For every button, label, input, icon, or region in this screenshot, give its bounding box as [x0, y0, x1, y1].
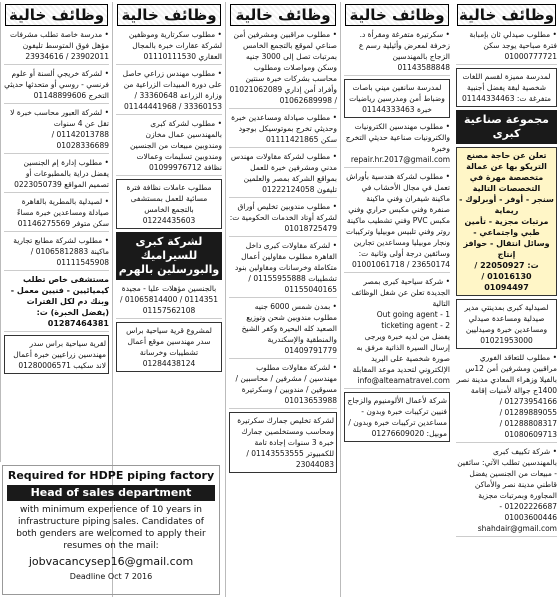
classified-ad: • مطلوب لشركة كبرى بالمهندسين عمال مخازن ومندوبين مبيعات من الجنسين ومندوبين تسليمات وعمالات نظافة 01099976712 — [116, 118, 222, 176]
classified-ad: • لشركة العبور محاسب خبرة لا تقل عن 4 سنوات 01142013788 / 01028336689 — [4, 107, 109, 154]
classified-ad: • مطلوب مراقبين ومشرفين أمن صناعي لموقع بالتجمع الخامس بمرتبات تصل إلى 3000 جنيه وسكن ومواصلات ومطلوب محاسب بشركات خبرة سنتين وأفراد أمن إداري 01021062089 / 01062689998 — [229, 29, 337, 109]
english-job-ad — [2, 465, 220, 595]
classified-ad: لمدرسة سانفين ميني باصات وضباط أمن ومدرسين رياضيات خبرة 01144333463 — [344, 79, 450, 118]
classified-ad: لمشروع قرية سياحية براس سدر مهندسين موقع أعمال تشطيبات وخرسانة 01284438124 — [116, 322, 222, 372]
english-ad-title: Required for HDPE piping factory — [7, 469, 215, 482]
classified-ad: مطلوب عاملات نظافة فترة مسائية للعمل بمستشفى بالتجمع الخامس 01224435603 — [116, 179, 222, 229]
classified-ad: • مطلوب مهندسين الكترونيات والكترونيات صناعية حديثي التخرج وخبرة repair.hr.2017@gmail.com — [344, 121, 450, 168]
classified-ad: لشركة كبرى للسيراميك والبورسلين بالهرم — [116, 232, 222, 280]
classified-column-5 — [453, 2, 560, 597]
column-header: وظائف خالية — [458, 6, 555, 24]
column-header: وظائف خالية — [345, 4, 449, 26]
classified-ad: مستشفى خاص تطلب كيميائيين - فنيين معمل - وبنك دم لكل الفترات (يفضل الخبرة) ت: 01287464381 — [4, 274, 109, 332]
english-ad-email[interactable]: jobvacancysep16@gmail.com — [28, 555, 194, 568]
classified-ad: • مدرسة خاصة تطلب مشرفات مؤهل فوق المتوسط تليفون 23902011 / 23934616 — [4, 29, 109, 65]
classified-ad: • لصيدلية بالمطرية بالقاهرة صيادلة ومساعدين خبرة مساءً سكن متوفر 01146275569 — [4, 196, 109, 232]
classified-ad: مجموعة صناعية كبرى — [456, 110, 557, 144]
classified-ad: لشركة تخليص جمارك سكرتيرة ومحاسب ومستخلصين جمارك خبرة 3 سنوات إجادة تامة للكمبيوتر 01143553555 / 23044083 — [229, 412, 337, 473]
classified-ad: • سكرتيرة متفرغة ومقرأة د. زخرفة لمعرض وأثيلية رسم ع الزجاج بالمهندسين 01143588848 — [344, 29, 450, 76]
classified-ad: • مطلوب صيادلة ومساعدين خبرة وحديثي تخرج بموتوسيكل بوجود سكن 01111421865 — [229, 112, 337, 148]
classified-ad: بالجنسين مؤهلات عليا - مجيدة 0114351 / 01065814400 / 01157562108 — [116, 283, 222, 319]
classified-ad: • لشركة مقاولات مطلوب مهندسين / مشرفين / محاسبين / مسوقين / مندوبين / وسكرتيرة 01013653988 — [229, 362, 337, 409]
classified-ad: • مطلوب للتعاقد الفوري مراقبين ومشرفين أمن 12س بالفيلا وزهراء المعادي مدينة نصر 1400ج جوالة لأمنيات إقامة 01273954166 / 01289889055 / 01288808317 / 01080609713 — [456, 352, 557, 443]
column-header: وظائف خالية — [117, 4, 221, 26]
classified-ad: • مطلوب لشركة مطابع تجارية ماكينة 01065812883 / 01111545908 — [4, 235, 109, 271]
column-header: وظائف خالية — [230, 4, 336, 26]
classified-ad: • لشركة مقاولات كبرى داخل القاهرة مطلوب مقاولين أعمال متكاملة وخرسانات ومقاولين بنود تشطيبات 01155955888 / 01155040165 — [229, 240, 337, 298]
classified-ad: لصيدلية كبرى بمدينتي مدير صيدلية ومساعدة صيدلي ومساعدين خبرة وصيدليين 01021953000 — [456, 299, 557, 349]
classified-ad: • مطلوب إدارة إم الجنسين يفضل دراية بالمطبوعات أو تصميم المواقع 0223050739 — [4, 157, 109, 193]
english-ad-deadline: Deadline Oct 7 2016 — [69, 572, 153, 581]
classified-column-3 — [225, 2, 340, 597]
classified-ad: • بمدن شمس 6000 جنيه مطلوب مندوبين شحن وتوزيع الصعيد كله البحيرة وكفر الشيخ والمنطقية والإسكندرية 01409791779 — [229, 301, 337, 359]
classified-ad: لقرية سياحية براس سدر مهندسين زراعيين خبرة أعمال لاند سكيب 01280006571 — [4, 335, 109, 374]
classified-ad: شركة لأعمال الألومنيوم والزجاج فنيين تركيبات خبرة وبدون - مساعدين تركيبات خبرة وبدون / موبيل: 01276609020 — [344, 392, 450, 442]
classified-ad: • مطلوب لشركة هندسية بأوراش تعمل في مجال الأخشاب في ماكينة شيفران وفني ماكينة صنفرة وفني مكبس حراري وفني مكبس PVC وفني تشطيب ماكينة روتر وفني تلبيس موبيليا وتركيبات ونجار موبيليا ومساعدين تجارين وسائقين درجة أولى وثانية ت: 23650174 / 01001061718 — [344, 171, 450, 273]
column-header: وظائف خالية — [5, 4, 108, 26]
classified-ad: • مطلوب سكرتارية وموظفين لشركة عقارات خبرة بالمجال العقاري 01110111530 — [116, 29, 222, 65]
classified-ad: • شركة تكييف كبرى بالمهندسين تطلب الآتي: سائقين - مبيعات من الجنسين يفضل قاطني مدينة نصر والأماكن المجاورة وبمرتبات مجزية 01202226687 - 01003600446 shahdair@gmail.com — [456, 446, 557, 537]
classified-ad: • مطلوب مهندس زراعي حاصل على دورة المبيدات الزراعية من وزارة الزراعة 33360648 / 33360153 / 01144441968 — [116, 68, 222, 115]
classified-ad: • شركة سياحية كبرى بمصر الجديدة تعلن عن شغل الوظائف التالية 1 - Out going agent 2 - ticketing agent يفضل من لديه خبرة ويرجى إرسال السيرة الذاتية مرفق به صورة شخصية على البريد الإلكتروني لتحديد موعد المقابلة info@alteamatravel.com — [344, 276, 450, 389]
classified-ad: • مطلوب لشركة مقاولات مهندس مدني ومشرفين خبرة للعمل بمواقع الشركة بمصر والعلمين تليفون 01222124058 — [229, 151, 337, 198]
classified-ad: • لشركة خريجي ألسنة أو علوم فرنسي - روسي أو متحدثها حديثي التخرج 01148899606 — [4, 68, 109, 104]
classified-ad: • مطلوب صيدلي ثان بإمبابة فترة صباحية يوجد سكن 01000777721 — [456, 29, 557, 65]
classified-ad: تعلن عن حاجة مصنع التريكو بها عن عمالة متخصصة مهرة في التخصصات التالية سنجر - أوفر - أوبرلوك - ريماية مرتبات مجزية - تأمين طبي واجتماعي - وسائل انتقال - حوافز إنتاج ت: 22050927 / 01016130 / 01094497 — [456, 147, 557, 296]
english-ad-body: with minimum experience of 10 years in infrastructure piping sales. Candidates of both genders are welcomed to apply their resumes on the mail: — [16, 505, 206, 551]
classified-column-1 — [0, 2, 112, 462]
classified-ad: لمدرسة مميزة لقسم اللغات شخصية لبقة يفضل أجنبية متفرغة ت: 01144334463 — [456, 68, 557, 107]
classified-column-4 — [340, 2, 453, 597]
english-ad-banner: Head of sales department — [7, 485, 215, 501]
classified-ad: • مطلوب مندوبين تخليص أوراق لشركة أوتاد الخدمات الحكومية ت: 01018725479 — [229, 201, 337, 237]
